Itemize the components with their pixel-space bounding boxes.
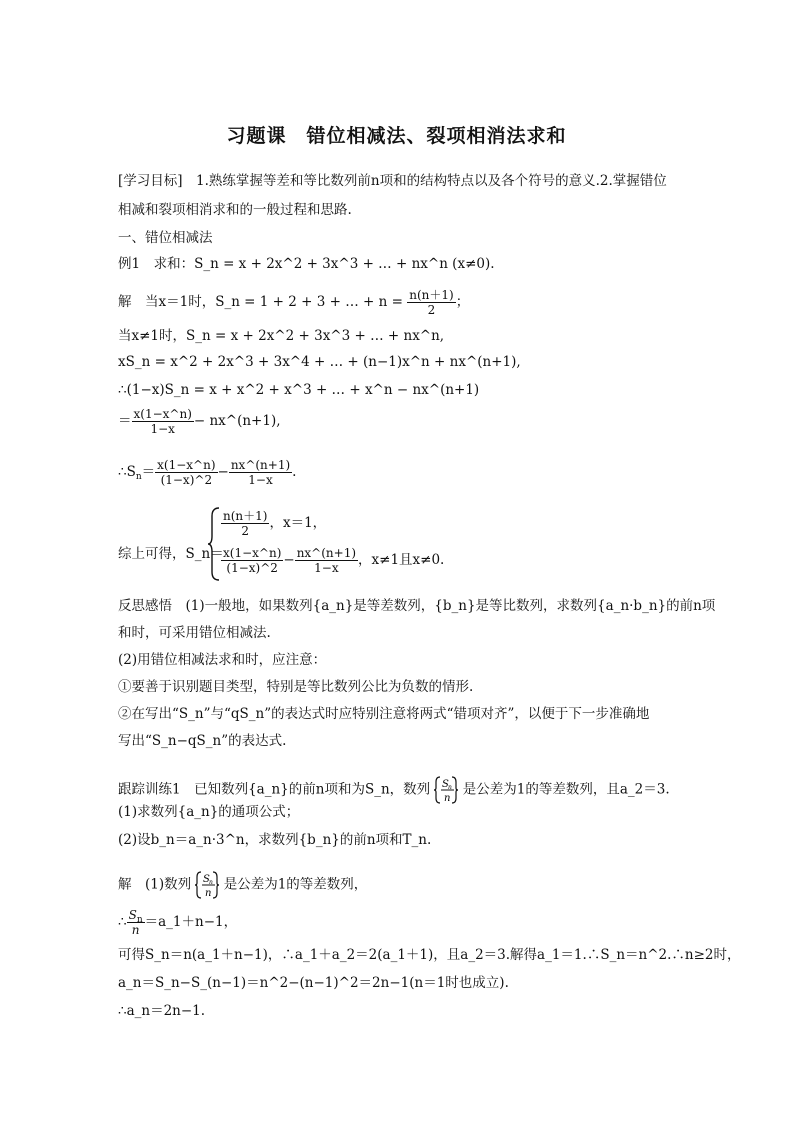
fraction-denominator: 2	[427, 303, 436, 317]
solution-sum-text: S_n = 1 + 2 + 3 + … + n =	[215, 294, 403, 310]
cases-row-1	[221, 509, 326, 538]
solution-line-2: 当x≠1时，S_n = x + 2x^2 + 3x^3 + … + nx^n,	[118, 328, 445, 344]
svg-text:S: S	[442, 779, 450, 790]
training-1-q2: (2)设b_n＝a_n·3^n，求数列{b_n}的前n项和T_n.	[118, 832, 432, 848]
fraction-denominator: (1−x)^2	[226, 561, 278, 575]
page-title: 习题课 错位相减法、裂项相消法求和	[226, 125, 567, 147]
summary-label: 综上可得，S_n＝	[118, 546, 224, 562]
example-1-expr: S_n = x + 2x^2 + 3x^3 + … + nx^n (x≠0).	[194, 256, 495, 272]
solution-line-5-tail: − nx^(n+1),	[193, 413, 281, 429]
reflection-line-4: ①要善于识别题目类型，特别是等比数列公比为负数的情形.	[118, 679, 474, 695]
fraction-x-1-minus-xn-over-1-minus-x	[132, 407, 194, 436]
training-1-sol-line-2: ∴ $\frac{S_n}{n}$ ＝a_1＋n−1，	[118, 908, 238, 937]
fraction-case-1	[221, 509, 269, 538]
training-1-sol-line-5: ∴a_n＝2n−1.	[118, 1003, 206, 1019]
case-1-condition: ，x＝1，	[269, 515, 327, 531]
training-1-q1: (1)求数列{a_n}的通项公式；	[118, 804, 300, 820]
fraction-denominator: 2	[241, 524, 250, 538]
reflection-line-2: 和时，可采用错位相减法.	[118, 625, 271, 641]
objectives-line-1	[118, 172, 667, 190]
fraction-case-2a	[221, 546, 283, 575]
solution-line-1: 解 当x＝1时，S_n = 1 + 2 + 3 + … + n = $\frac{n(n+1)}{2}$ ；	[118, 288, 470, 317]
solution-line-5: ＝ $\frac{x(1-x\^{}n)}{1-x}$ − nx^(n+1),	[118, 407, 281, 436]
fraction-numerator: n(n＋1)	[409, 288, 454, 302]
fraction-denominator: 1−x	[314, 561, 339, 575]
training-1-intro: 跟踪训练1 已知数列{a_n}的前n项和为S_n，数列	[118, 781, 431, 798]
fraction-denominator: 1−x	[150, 422, 175, 436]
reflection-line-1: 反思感悟 (1)一般地，如果数列{a_n}是等差数列，{b_n}是等比数列，求数列{a_n·b_n}的前n项	[118, 598, 716, 614]
solution-line-4: ∴(1−x)S_n = x + x^2 + x^3 + … + x^n − nx^(n+1)	[118, 382, 480, 398]
sn-over-n-braced-icon	[195, 870, 219, 900]
sn-over-n-braced-icon	[434, 775, 458, 805]
fraction-numerator: x(1−x^n)	[133, 407, 192, 421]
objectives-text-1: [学习目标] 1.熟练掌握等差和等比数列前n项和的结构特点以及各个符号的意义.2.掌握错位	[118, 173, 667, 189]
fraction-case-2b	[295, 546, 358, 575]
fraction-sn-part-1	[155, 458, 217, 487]
solution-line-6: $\therefore S_n=$ $\frac{x(1-x\^{}n)}{(1-x)\^{}2}$ − $\frac{nx\^{}(n+1)}{1-x}$ .	[118, 458, 297, 487]
solution-label: 解 当x＝1时，	[118, 294, 216, 310]
training-1-sol-condition: 是公差为1的等差数列，	[223, 876, 368, 893]
training-1-sol-line-3: 可得S_n＝n(a_1＋n−1)，∴a_1＋a_2＝2(a_1＋1)，且a_2＝3.解得a_1＝1.∴S_n＝n^2.∴n≥2时，	[118, 947, 741, 963]
fraction-denominator: n	[131, 923, 140, 937]
fraction-numerator: $S_n$	[128, 908, 143, 925]
fraction-numerator: n(n＋1)	[223, 509, 268, 523]
training-1-sol-line-2-tail: ＝a_1＋n−1，	[144, 914, 238, 930]
svg-text:n: n	[444, 793, 451, 804]
example-1-line	[118, 255, 495, 273]
example-1-label: 例1 求和：	[118, 256, 195, 272]
svg-text:n: n	[448, 784, 453, 791]
cases-row-2: $\frac{x(1-x\^{}n)}{(1-x)\^{}2}$ − $\frac{nx\^{}(n+1)}{1-x}$ ，x≠1且x≠0.	[223, 546, 445, 575]
fraction-numerator: x(1−x^n)	[157, 458, 216, 472]
case-2-condition: ，x≠1且x≠0.	[358, 552, 445, 568]
svg-text:n: n	[205, 888, 212, 899]
section-heading-1: 一、错位相减法	[118, 230, 213, 246]
fraction-numerator: nx^(n+1)	[230, 458, 291, 472]
fraction-denominator: 1−x	[248, 473, 273, 487]
reflection-line-5: ②在写出“S_n”与“qS_n”的表达式时应特别注意将两式“错项对齐”，以便于下一步准确地	[118, 706, 650, 722]
training-1-condition: 是公差为1的等差数列，且a_2＝3.	[462, 781, 670, 798]
fraction-sn-part-2	[229, 458, 292, 487]
cases-brace-icon	[207, 506, 221, 582]
fraction-sn-over-n	[127, 908, 145, 937]
training-1-sol-intro: 解 (1)数列	[118, 876, 192, 893]
fraction-numerator: x(1−x^n)	[223, 546, 282, 560]
svg-text:S: S	[203, 874, 211, 885]
objectives-line-2	[118, 201, 352, 219]
training-1-line-1	[118, 775, 670, 805]
fraction-denominator: (1−x)^2	[160, 473, 213, 487]
reflection-line-3: (2)用错位相减法求和时，应注意：	[118, 652, 327, 668]
training-1-sol-line-4: a_n＝S_n−S_(n−1)＝n^2−(n−1)^2＝2n−1(n＝1时也成立).	[118, 975, 509, 991]
fraction-n-n-plus-1-over-2	[407, 288, 455, 317]
fraction-numerator: nx^(n+1)	[296, 546, 357, 560]
training-1-sol-line-1	[118, 870, 367, 900]
objectives-text-2: 相减和裂项相消求和的一般过程和思路.	[118, 202, 352, 218]
reflection-line-6: 写出“S_n−qS_n”的表达式.	[118, 733, 287, 749]
svg-text:n: n	[209, 879, 214, 886]
solution-line-3: xS_n = x^2 + 2x^3 + 3x^4 + … + (n−1)x^n + nx^(n+1),	[118, 354, 521, 370]
